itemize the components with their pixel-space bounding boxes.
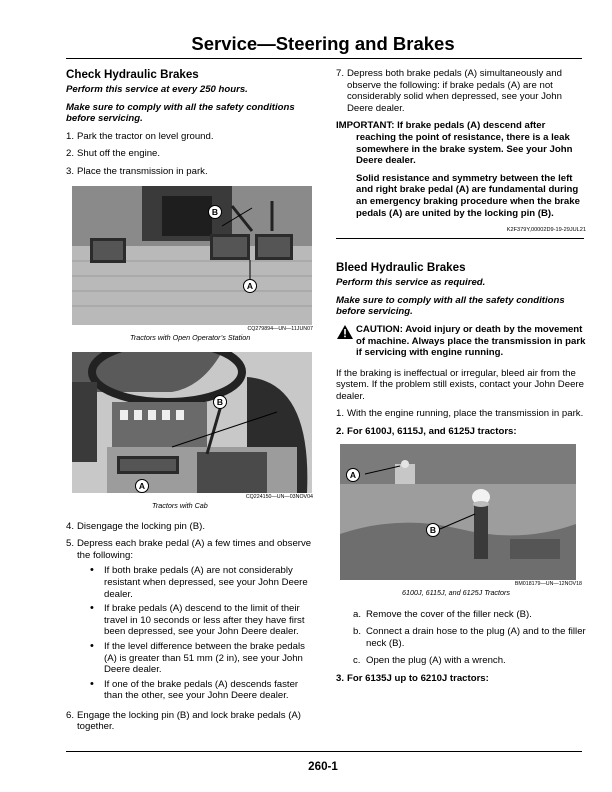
left-column xyxy=(66,68,316,739)
list-item: b. Connect a drain hose to the plug (A) and to the filler neck (B). xyxy=(353,626,586,649)
page-title: Service—Steering and Brakes xyxy=(191,33,455,54)
figure-caption: Tractors with Open Operator’s Station xyxy=(130,332,251,342)
list-item: 6. Engage the locking pin (B) and lock brake pedals (A) together. xyxy=(66,709,301,733)
figure-id: CQ224150—UN—03NOV04 xyxy=(245,493,313,500)
callout-a: A xyxy=(346,468,360,482)
callout-b: B xyxy=(208,205,222,219)
list-item: 2. Shut off the engine. xyxy=(66,148,161,160)
important-note xyxy=(336,120,586,219)
callout-b: B xyxy=(213,395,227,409)
list-item: 3. Place the transmission in park. xyxy=(66,165,208,177)
list-item: c. Open the plug (A) with a wrench. xyxy=(353,655,506,667)
safety-note: Make sure to comply with all the safety conditions before servicing. xyxy=(336,294,565,318)
callout-b: B xyxy=(426,523,440,537)
section-heading-check-brakes: Check Hydraulic Brakes xyxy=(66,68,199,81)
section-heading-bleed-brakes: Bleed Hydraulic Brakes xyxy=(336,261,466,275)
list-item: 2. For 6100J, 6115J, and 6125J tractors: xyxy=(336,426,517,438)
warning-triangle-icon xyxy=(337,325,353,343)
figure-cab-photo xyxy=(72,352,312,493)
section-rule xyxy=(336,238,584,239)
caution-note xyxy=(336,324,586,359)
steps-list-1 xyxy=(66,131,316,178)
observation-bullets xyxy=(77,565,316,702)
figure-caption: Tractors with Cab xyxy=(152,500,208,510)
important-text-2: Solid resistance and symmetry between the left and right brake pedal (A) are fundamental during an emergency braking procedure when the brake pedals (A) are united by the locking pin (B). xyxy=(356,172,580,219)
figure-id: BM018179—UN—12NOV18 xyxy=(514,580,582,587)
document-id: K2F379Y,00002D9-19-29JUL21 xyxy=(506,227,586,234)
service-interval: Perform this service as required. xyxy=(336,277,486,289)
callout-a: A xyxy=(135,479,149,493)
steps-list-3 xyxy=(336,68,586,114)
list-item: 1. Park the tractor on level ground. xyxy=(66,130,214,142)
safety-note: Make sure to comply with all the safety conditions before servicing. xyxy=(66,101,295,125)
steps-list-4 xyxy=(336,408,586,437)
substeps-list xyxy=(336,609,586,667)
list-item: 3. For 6135J up to 6210J tractors: xyxy=(336,673,489,685)
bullet-item: • If both brake pedals (A) are not considerably resistant when depressed, see your John Deere dealer. xyxy=(77,565,316,600)
bullet-item: • If one of the brake pedals (A) descends faster than the other, see your John Deere dealer. xyxy=(77,679,316,702)
service-interval: Perform this service at every 250 hours. xyxy=(66,84,248,95)
list-item: a. Remove the cover of the filler neck (B). xyxy=(353,608,532,620)
page-number: 260-1 xyxy=(308,760,338,773)
steps-list-5 xyxy=(336,673,586,685)
list-item: 5. Depress each brake pedal (A) a few times and observe the following: • If both brake pedals (A) are not considerably resistant when depressed, see your John Deere dealer. • If brake pedals (A) descend to the limit of their travel in 10 seconds or less after they have first been depressed, see your John Deere dealer. • If the level difference between the brake pedals (A) is greater than 51 mm (2 in), see your John Deere dealer. • If one of the brake pedals (A) descends faster than the other, see your John Deere dealer. xyxy=(66,538,316,702)
steps-list-2 xyxy=(66,521,316,734)
header-rule xyxy=(66,58,582,59)
list-item: 4. Disengage the locking pin (B). xyxy=(66,520,205,532)
important-text: IMPORTANT: If brake pedals (A) descend after reaching the point of resistance, there is a leak somewhere in the brake system. See your John Deere dealer. xyxy=(336,120,573,167)
right-column xyxy=(336,68,586,691)
callout-a: A xyxy=(243,279,257,293)
list-item: 7. Depress both brake pedals (A) simultaneously and observe the following: if brake pedals (A) are not considerably solid when depressed, see your John Deere dealer. xyxy=(336,68,562,114)
figure-id: CQ279894—UN—11JUN07 xyxy=(247,325,313,332)
list-item: 1. With the engine running, place the transmission in park. xyxy=(336,408,584,420)
intro-paragraph: If the braking is ineffectual or irregular, bleed air from the system. If the problem still exists, contact your John Deere dealer. xyxy=(336,367,584,402)
figure-filler-neck-photo xyxy=(340,444,576,580)
figure-caption: 6100J, 6115J, and 6125J Tractors xyxy=(402,587,511,597)
caution-text: CAUTION: Avoid injury or death by the movement of machine. Always place the transmission in park if servicing with engine running. xyxy=(356,323,586,359)
footer-rule xyxy=(66,751,582,752)
bullet-item: • If brake pedals (A) descend to the limit of their travel in 10 seconds or less after they have first been depressed, see your John Deere dealer. xyxy=(77,603,316,638)
bullet-item: • If the level difference between the brake pedals (A) is greater than 51 mm (2 in), see your John Deere dealer. xyxy=(77,641,316,676)
figure-open-station-photo xyxy=(72,186,312,325)
